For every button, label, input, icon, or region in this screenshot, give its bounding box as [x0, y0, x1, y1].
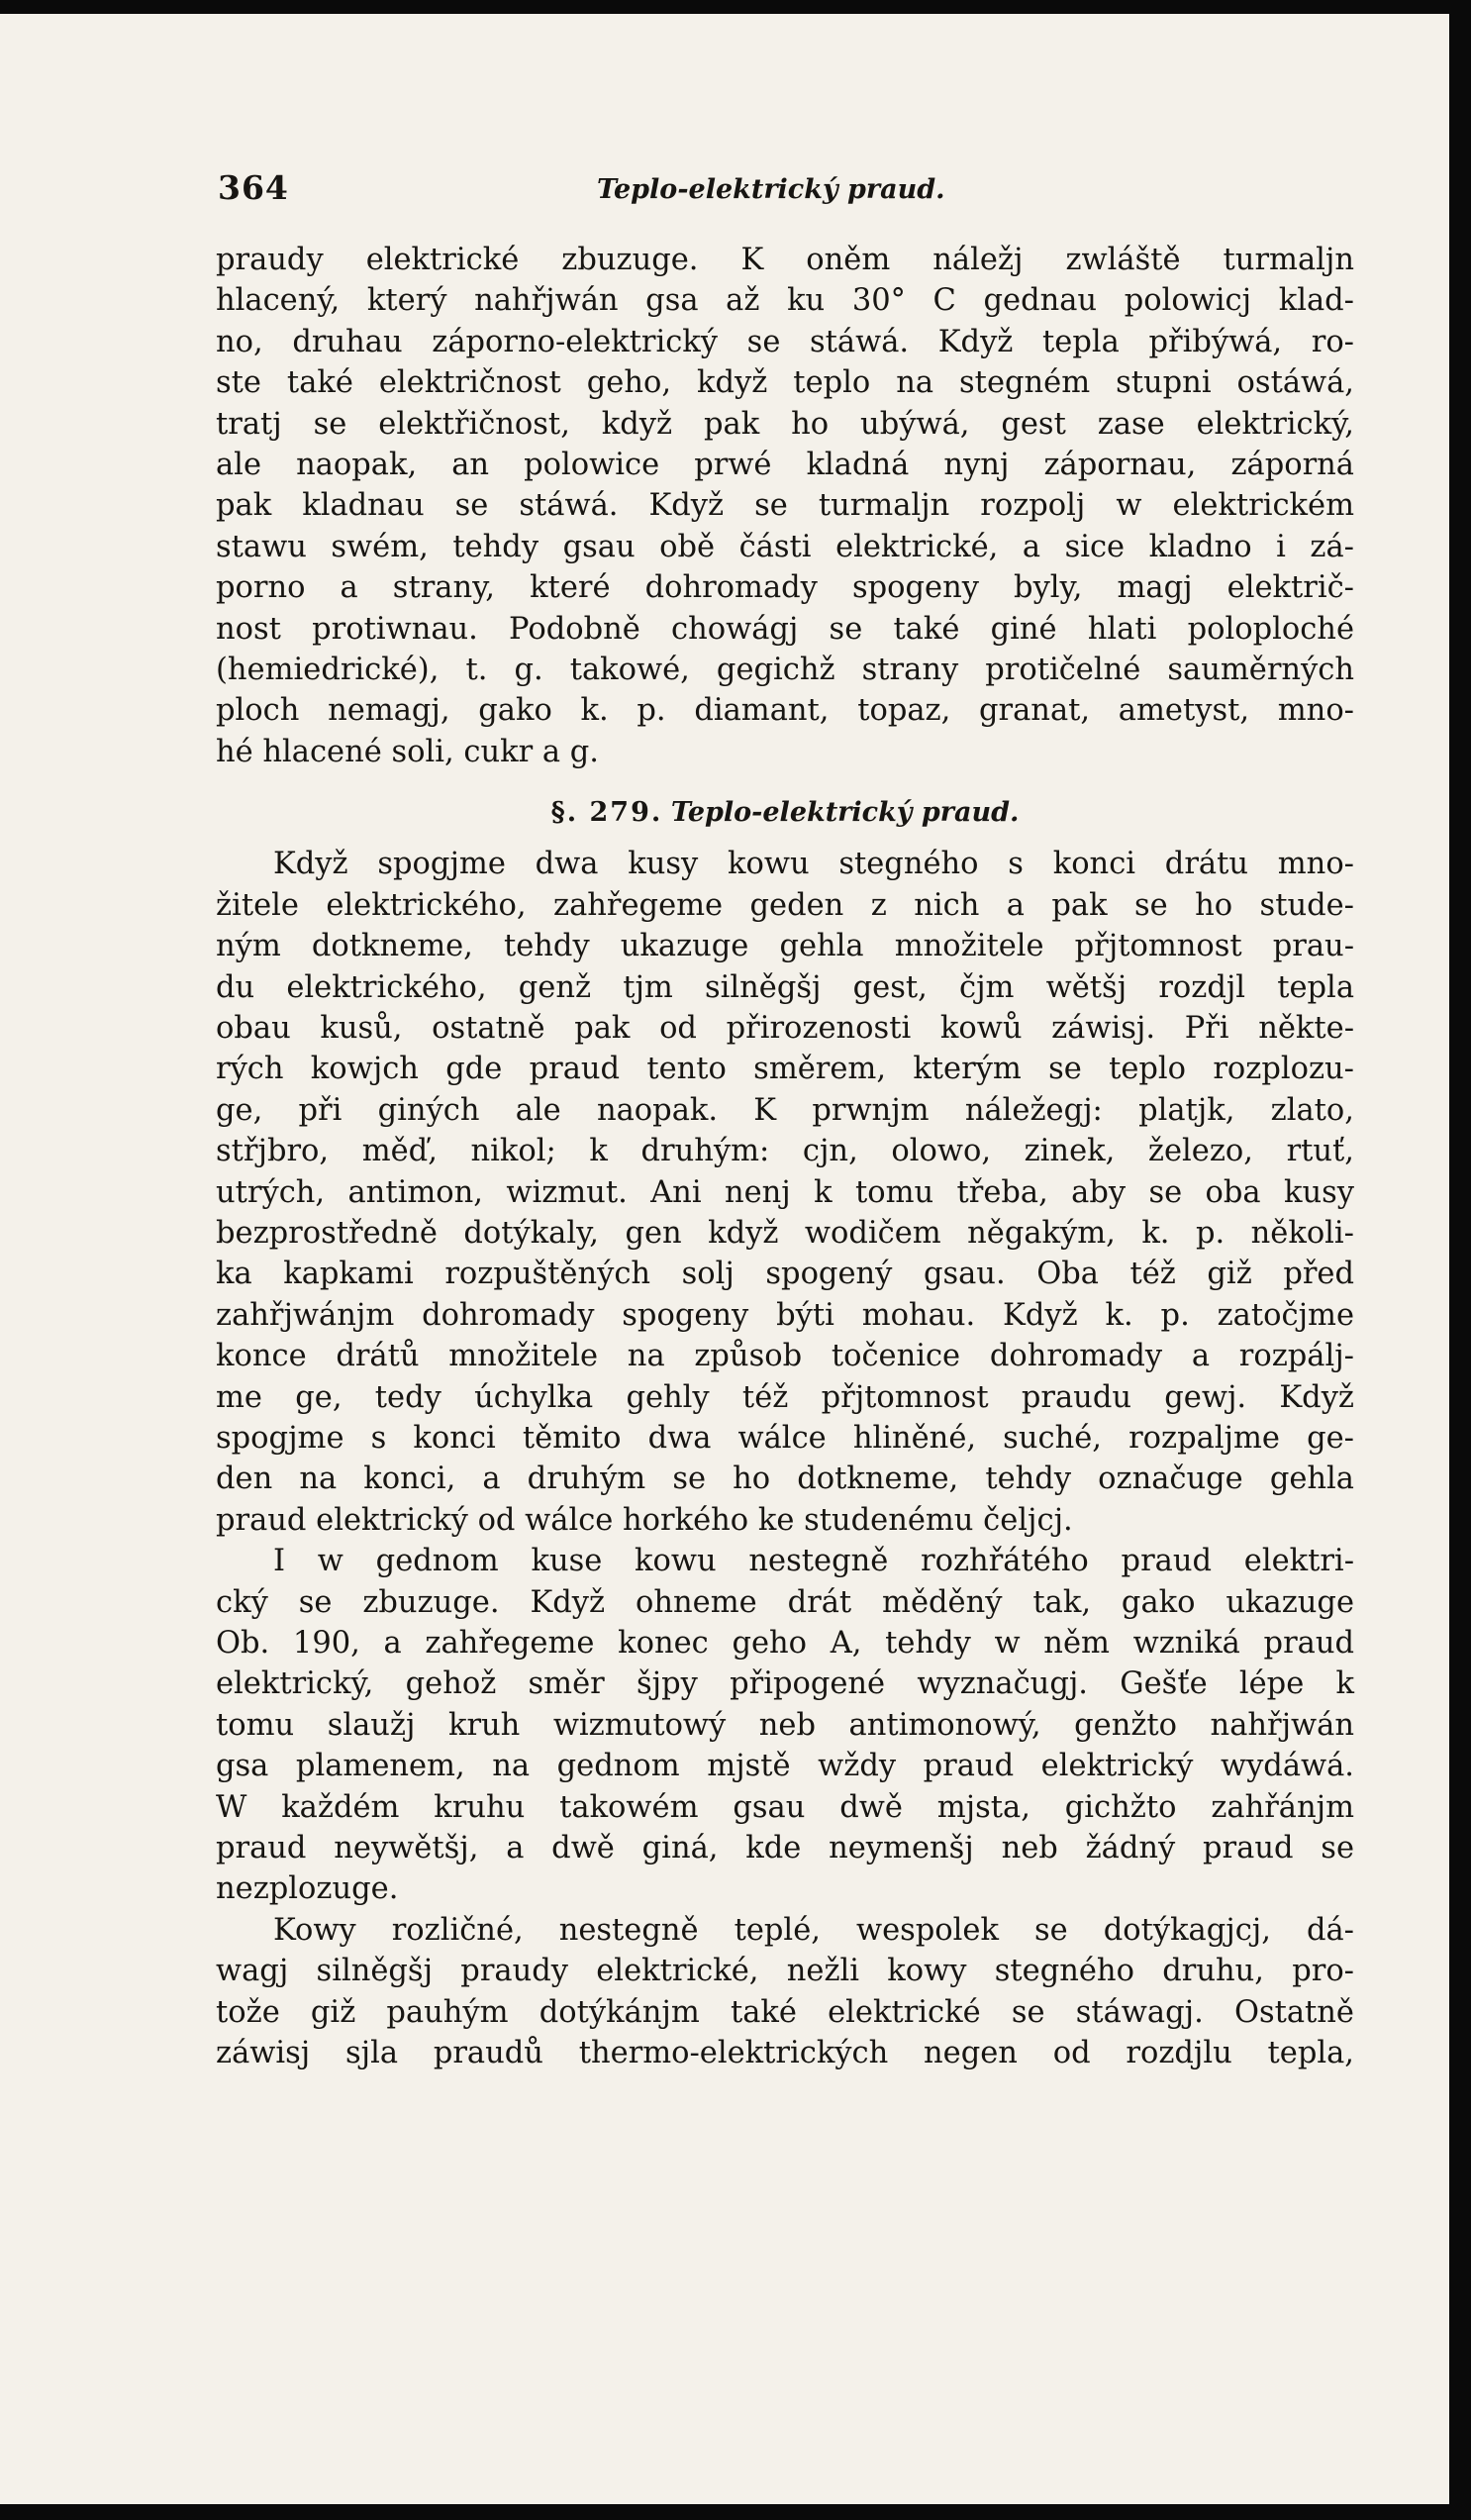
text-line: nezplozuge. [216, 1871, 399, 1907]
text-line: wagj silněgšj praudy elektrické, nežli kowy stegného druhu, pro- [216, 1954, 1354, 1989]
text-line: cký se zbuzuge. Když ohneme drát měděný tak, gako ukazuge [216, 1584, 1354, 1620]
text-line: tratj se elektřičnost, když pak ho ubýwá, gest zase elektrický, [216, 406, 1354, 442]
text-line: no, druhau záporno-elektrický se stáwá. Když tepla přibýwá, ro- [216, 324, 1354, 359]
scan-border-right [1449, 0, 1471, 2520]
text-line: střjbro, měď, nikol; k druhým: cjn, olowo, zinek, železo, rtuť, [216, 1134, 1354, 1169]
text-line: tože giž pauhým dotýkánjm také elektrické se stáwagj. Ostatně [216, 1994, 1354, 2030]
text-line: gsa plamenem, na gednom mjstě wždy praud elektrický wydáwá. [216, 1749, 1354, 1784]
text-line: hé hlacené soli, cukr a g. [216, 734, 599, 769]
scan-border-bottom [0, 2504, 1471, 2520]
text-line: W každém kruhu takowém gsau dwě mjsta, gichžto zahřánjm [216, 1789, 1354, 1825]
text-line: pak kladnau se stáwá. Když se turmaljn rozpolj w elektrickém [216, 488, 1354, 524]
text-line: stawu swém, tehdy gsau obě části elektrické, a sice kladno i zá- [216, 529, 1354, 564]
book-page [216, 158, 1354, 2073]
text-line: (hemiedrické), t. g. takowé, gegichž strany protičelné sauměrných [216, 653, 1354, 688]
text-line: utrých, antimon, wizmut. Ani nenj k tomu třeba, aby se oba kusy [216, 1174, 1354, 1210]
text-line: praud neywětšj, a dwě giná, kde neymenšj neb žádný praud se [216, 1831, 1354, 1866]
text-line: du elektrického, genž tjm silněgšj gest, čjm wětšj rozdjl tepla [216, 969, 1354, 1005]
text-line: Když spogjme dwa kusy kowu stegného s konci drátu mno- [273, 847, 1354, 882]
text-line: zahřjwánjm dohromady spogeny býti mohau. Když k. p. zatočjme [216, 1297, 1354, 1333]
text-line: praudy elektrické zbuzuge. K oněm náležj zwláště turmaljn [216, 243, 1354, 277]
text-line: žitele elektrického, zahřegeme geden z nich a pak se ho stude- [216, 887, 1354, 923]
text-line: tomu slaužj kruh wizmutowý neb antimonowý, genžto nahřjwán [216, 1707, 1354, 1743]
section-number: §. 279. [550, 797, 663, 829]
text-line: hlacený, který nahřjwán gsa až ku 30° C gednau polowicj klad- [216, 283, 1354, 319]
paragraph-1 [216, 240, 1354, 772]
text-line: ste také električnost geho, když teplo na stegném stupni ostáwá, [216, 365, 1354, 401]
text-line: Kowy rozličné, nestegně teplé, wespolek se dotýkagjcj, dá- [273, 1912, 1354, 1948]
section-heading [216, 796, 1354, 830]
running-head: Teplo-elektrický praud. [597, 174, 945, 205]
section-title: Teplo-elektrický praud. [670, 797, 1020, 829]
page-header [216, 158, 1354, 218]
text-line: ným dotkneme, tehdy ukazuge gehla množitele přjtomnost prau- [216, 929, 1354, 964]
text-line: praud elektrický od wálce horkého ke studenému čeljcj. [216, 1502, 1073, 1538]
paragraph-4 [216, 1910, 1354, 2074]
scan-border-top [0, 0, 1471, 14]
body-text [216, 240, 1354, 2073]
text-line: konce drátů množitele na způsob točenice dohromady a rozpálj- [216, 1339, 1354, 1374]
text-line: me ge, tedy úchylka gehly též přjtomnost praudu gewj. Když [216, 1379, 1354, 1415]
text-line: spogjme s konci těmito dwa wálce hliněné, suché, rozpaljme ge- [216, 1420, 1354, 1456]
text-line: ale naopak, an polowice prwé kladná nynj zápornau, záporná [216, 448, 1354, 483]
text-line: rých kowjch gde praud tento směrem, kterým se teplo rozplozu- [216, 1052, 1354, 1087]
text-line: elektrický, gehož směr šjpy připogené wyznačugj. Gešťe lépe k [216, 1666, 1354, 1702]
text-line: I w gednom kuse kowu nestegně rozhřátého praud elektri- [273, 1544, 1354, 1579]
text-line: záwisj sjla praudů thermo-elektrických negen od rozdjlu tepla, [216, 2036, 1354, 2071]
text-line: ka kapkami rozpuštěných solj spogený gsau. Oba též giž před [216, 1257, 1354, 1292]
paragraph-3 [216, 1541, 1354, 1910]
text-line: Ob. 190, a zahřegeme konec geho A, tehdy w něm wzniká praud [216, 1626, 1354, 1661]
text-line: ge, při giných ale naopak. K prwnjm náležegj: platjk, zlato, [216, 1092, 1354, 1128]
text-line: bezprostředně dotýkaly, gen když wodičem něgakým, k. p. několi- [216, 1215, 1354, 1251]
text-line: ploch nemagj, gako k. p. diamant, topaz, granat, ametyst, mno- [216, 693, 1354, 729]
text-line: porno a strany, které dohromady spogeny byly, magj električ- [216, 570, 1354, 606]
paragraph-2 [216, 844, 1354, 1541]
text-line: den na konci, a druhým se ho dotkneme, tehdy označuge gehla [216, 1462, 1354, 1497]
text-line: obau kusů, ostatně pak od přirozenosti kowů záwisj. Při někte- [216, 1010, 1354, 1046]
text-line: nost protiwnau. Podobně chowágj se také giné hlati poloploché [216, 611, 1354, 647]
page-number: 364 [218, 168, 289, 207]
